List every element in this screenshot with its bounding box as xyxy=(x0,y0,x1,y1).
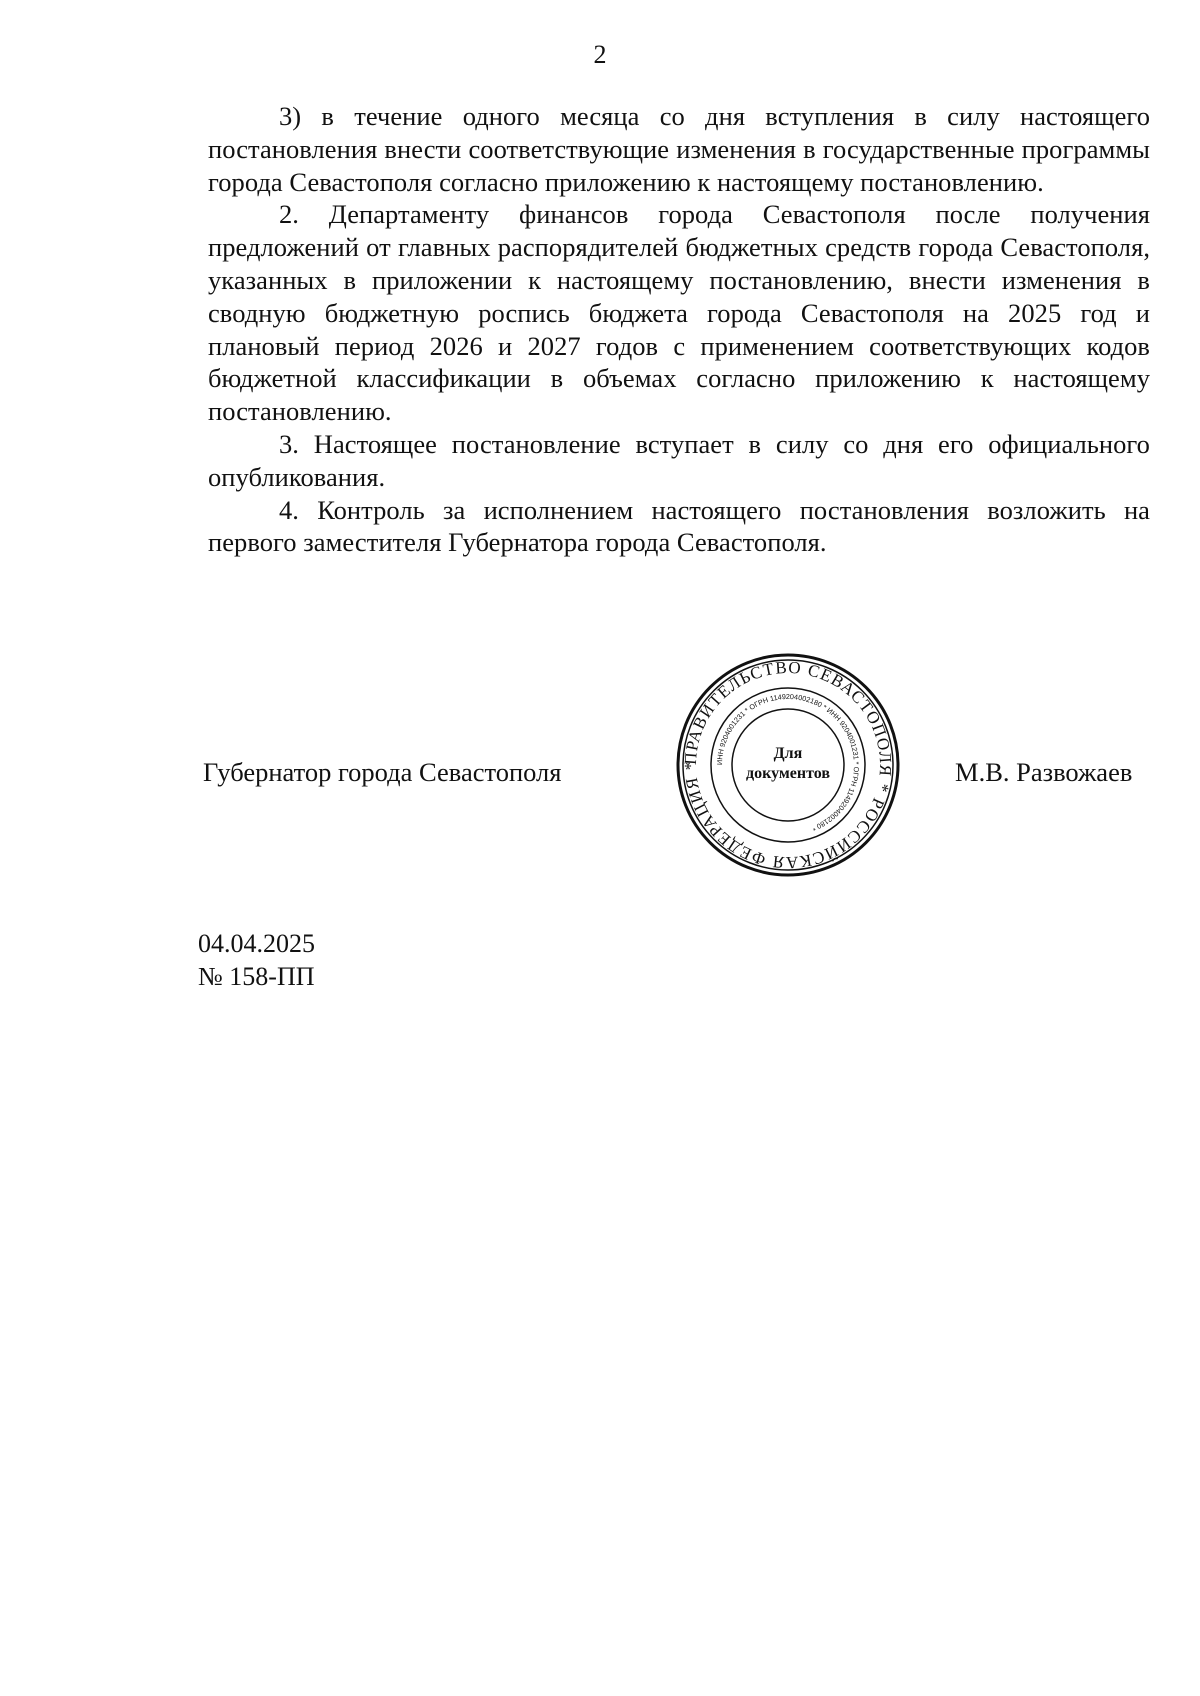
paragraph-2: 2. Департаменту финансов города Севастополя после получения предложений от главных распорядителей бюджетных средств города Севастополя, указанных в приложении к настоящему постановлению, внести изменения в сводную бюджетную роспись бюджета города Севастополя на 2025 год и плановый период 2026 и 2027 годов с применением соответствующих кодов бюджетной классификации в объемах согласно приложению к настоящему постановлению. xyxy=(208,199,1150,427)
document-number: № 158-ПП xyxy=(198,962,315,991)
seal-center-line2: документов xyxy=(746,765,830,782)
svg-text:ИНН 9204001231 * ОГРН 11492040 xyxy=(715,692,861,833)
seal-icon xyxy=(673,650,903,880)
page-number: 2 xyxy=(593,40,607,69)
paragraph-3: 3. Настоящее постановление вступает в силу со дня его официального опубликования. xyxy=(208,428,1150,492)
signatory-position: Губернатор города Севастополя xyxy=(203,757,562,787)
seal-inner-text: ИНН 9204001231 * ОГРН 1149204002180 * ИНН 9204001231 * ОГРН 1149204002180 * xyxy=(714,691,862,834)
seal-outer-text: ПРАВИТЕЛЬСТВО СЕВАСТОПОЛЯ * РОССИЙСКАЯ ФЕДЕРАЦИЯ * xyxy=(680,657,896,873)
seal-center-line1: Для xyxy=(773,745,803,762)
signatory-name: М.В. Развожаев xyxy=(955,757,1133,787)
document-date: 04.04.2025 xyxy=(198,929,315,958)
paragraph-item-3: 3) в течение одного месяца со дня вступления в силу настоящего постановления внести соответствующие изменения в государственные программы города Севастополя согласно приложению к настоящему постановлению. xyxy=(208,101,1150,197)
paragraph-4: 4. Контроль за исполнением настоящего постановления возложить на первого заместителя Губернатора города Севастополя. xyxy=(208,494,1150,558)
document-body xyxy=(208,100,1150,559)
official-seal xyxy=(673,650,903,880)
